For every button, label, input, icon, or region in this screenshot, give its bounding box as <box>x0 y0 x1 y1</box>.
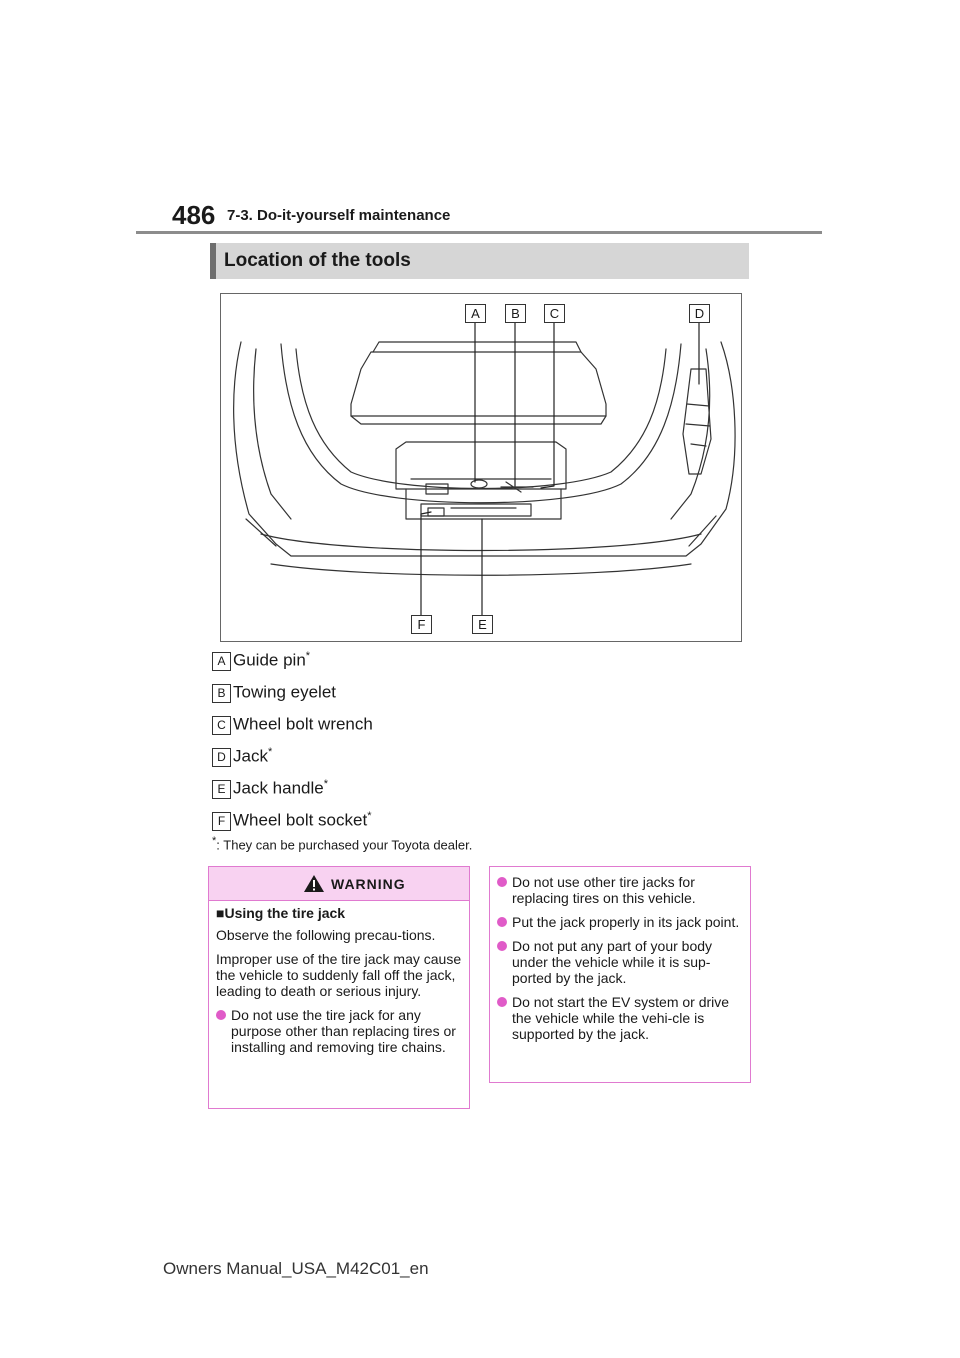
warning-bullet: Do not start the EV system or drive the vehicle while the vehi-cle is supported by the jack. <box>497 994 745 1042</box>
warning-header <box>209 867 469 901</box>
legend-label: Wheel bolt socket <box>233 810 368 830</box>
warning-paragraph: Observe the following precau-tions. <box>216 927 436 943</box>
page-number: 486 <box>172 200 216 230</box>
legend-letter: F <box>212 812 231 831</box>
legend-letter: B <box>212 684 231 703</box>
legend-letter: D <box>212 748 231 767</box>
warning-bullet: Put the jack properly in its jack point. <box>497 914 745 930</box>
header-rule <box>136 231 822 234</box>
trunk-illustration <box>220 293 742 642</box>
asterisk: * <box>367 810 372 822</box>
callout-label-a: A <box>465 304 486 323</box>
square-bullet-icon: ■ <box>216 905 225 921</box>
legend-label: Towing eyelet <box>233 682 337 702</box>
bullet-dot-icon <box>497 941 507 951</box>
warning-paragraph: Improper use of the tire jack may cause the vehicle to suddenly fall off the jack, leading to death or serious injury. <box>216 951 462 999</box>
warning-bullet: Do not use the tire jack for any purpose other than replacing tires or installing and removing tire chains. <box>216 1007 464 1055</box>
warning-title: WARNING <box>331 876 406 892</box>
callout-label-e: E <box>472 615 493 634</box>
footnote-text: : They can be purchased your Toyota dealer. <box>216 837 473 853</box>
legend-label: Guide pin <box>233 650 306 670</box>
section-heading-bar <box>210 243 749 279</box>
footnote-mark: * <box>212 835 217 847</box>
warning-body <box>216 905 464 1063</box>
legend-letter: A <box>212 652 231 671</box>
warning-bullet: Do not put any part of your body under the vehicle while it is sup-ported by the jack. <box>497 938 745 986</box>
legend-letter: C <box>212 716 231 735</box>
bullet-dot-icon <box>497 877 507 887</box>
legend-label: Jack handle <box>233 778 324 798</box>
asterisk: * <box>305 650 311 662</box>
section-title: 7-3. Do-it-yourself maintenance <box>227 207 451 224</box>
bullet-dot-icon <box>497 917 507 927</box>
footnote <box>212 835 472 852</box>
heading-accent <box>210 243 216 279</box>
callout-label-c: C <box>544 304 565 323</box>
legend-letter: E <box>212 780 231 799</box>
callout-label-f: F <box>411 615 432 634</box>
warning-box <box>208 866 470 1109</box>
asterisk: * <box>323 778 329 790</box>
callout-label-b: B <box>505 304 526 323</box>
warning-box-continued <box>489 866 751 1083</box>
warning-triangle-icon <box>303 874 325 893</box>
callout-label-d: D <box>689 304 710 323</box>
legend-label: Jack <box>233 746 268 766</box>
cargo-area-drawing <box>221 294 741 641</box>
bullet-dot-icon <box>497 997 507 1007</box>
warning-subheading: ■Using the tire jack <box>216 905 346 921</box>
legend-label: Wheel bolt wrench <box>233 714 373 734</box>
section-heading: Location of the tools <box>224 250 411 271</box>
bullet-dot-icon <box>216 1010 226 1020</box>
asterisk: * <box>267 746 273 758</box>
warning-bullet: Do not use other tire jacks for replacing tires on this vehicle. <box>497 874 745 906</box>
footer-manual-id: Owners Manual_USA_M42C01_en <box>163 1259 429 1278</box>
warning-body-continued <box>497 874 745 1050</box>
